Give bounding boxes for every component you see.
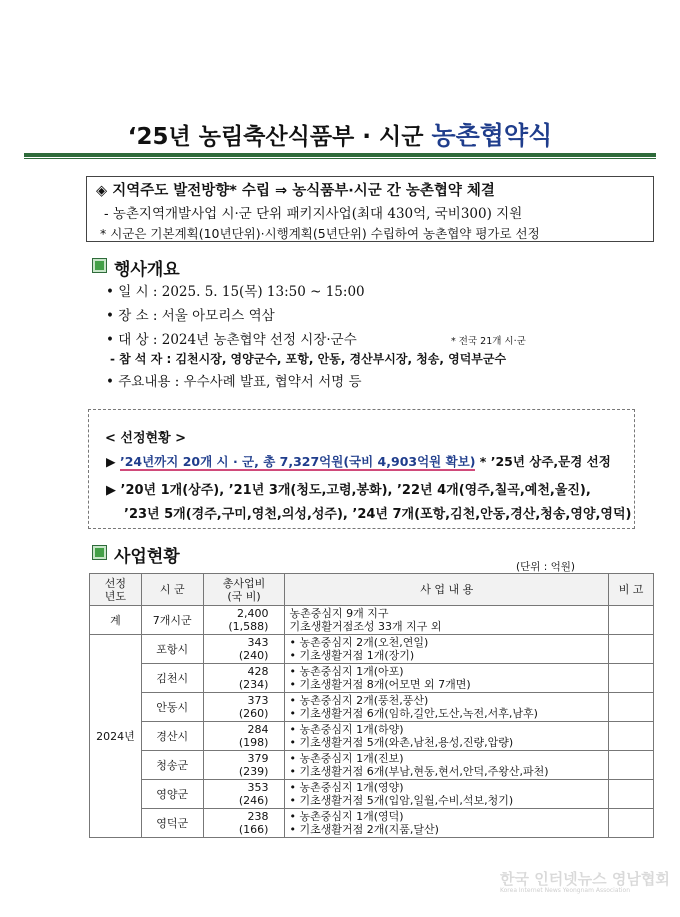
- section-square-icon: [92, 258, 107, 273]
- content-cell: • 농촌중심지 2개(오천,연일) • 기초생활거점 1개(장기): [285, 635, 609, 664]
- page-title: [0, 116, 680, 152]
- content-cell: • 농촌중심지 2개(풍천,풍산) • 기초생활거점 6개(임하,길안,도산,녹전,서후,남후): [285, 693, 609, 722]
- remark-cell: [609, 751, 654, 780]
- table-row: [90, 751, 654, 780]
- overview-target-note: * 전국 21개 시·군: [451, 336, 526, 347]
- header-content: 사 업 내 용: [285, 574, 609, 606]
- table-header-row: [90, 574, 654, 606]
- content-cell: • 농촌중심지 1개(영양) • 기초생활거점 5개(입암,일월,수비,석보,청기): [285, 780, 609, 809]
- intro-line-3: * 시군은 기본계획(10년단위)·시행계획(5년단위) 수립하여 농촌협약 평가로 선정: [100, 226, 540, 241]
- selection-heading: < 선정현황 >: [105, 431, 187, 446]
- cost-cell: 284 (198): [203, 722, 285, 751]
- city-cell: 영덕군: [141, 809, 203, 838]
- city-cell: 안동시: [141, 693, 203, 722]
- total-city: 7개시군: [141, 606, 203, 635]
- section-title-overview: 행사개요: [114, 260, 180, 280]
- total-label: 계: [90, 606, 142, 635]
- section-title-business: 사업현황: [114, 547, 180, 567]
- content-cell: • 농촌중심지 1개(영덕) • 기초생활거점 2개(지품,달산): [285, 809, 609, 838]
- title-prefix: ‘25년 농림축산식품부 · 시군: [127, 124, 432, 150]
- table-row: [90, 780, 654, 809]
- cost-cell: 428 (234): [203, 664, 285, 693]
- table-row-total: [90, 606, 654, 635]
- header-city: 시 군: [141, 574, 203, 606]
- remark-cell: [609, 664, 654, 693]
- selection-line-1-highlight: ’24년까지 20개 시 · 군, 총 7,327억원(국비 4,903억원 확보): [119, 454, 476, 469]
- cost-cell: 373 (260): [203, 693, 285, 722]
- content-cell: • 농촌중심지 1개(진보) • 기초생활거점 6개(부남,현동,현서,안덕,주왕산,파천): [285, 751, 609, 780]
- table-row: [90, 635, 654, 664]
- title-rule-thick: [24, 153, 656, 157]
- unit-label: (단위 : 억원): [516, 561, 575, 573]
- remark-cell: [609, 635, 654, 664]
- section-square-icon: [92, 545, 107, 560]
- header-remark: 비 고: [609, 574, 654, 606]
- year-cell: 2024년: [90, 635, 142, 838]
- table-row: [90, 693, 654, 722]
- overview-main: • 주요내용 : 우수사례 발표, 협약서 서명 등: [106, 374, 362, 390]
- selection-line-2: ▶ ’20년 1개(상주), ’21년 3개(청도,고령,봉화), ’22년 4개(영주,칠곡,예천,울진),: [106, 483, 591, 498]
- content-cell: • 농촌중심지 1개(아포) • 기초생활거점 8개(어모면 외 7개면): [285, 664, 609, 693]
- intro-line-2: - 농촌지역개발사업 시·군 단위 패키지사업(최대 430억, 국비300) 지원: [104, 206, 523, 222]
- city-cell: 김천시: [141, 664, 203, 693]
- city-cell: 경산시: [141, 722, 203, 751]
- selection-line-1-note: * ’25년 상주,문경 선정: [475, 454, 611, 469]
- remark-cell: [609, 693, 654, 722]
- intro-line-1: ◈ 지역주도 발전방향* 수립 ⇒ 농식품부·시군 간 농촌협약 체결: [96, 183, 495, 199]
- triangle-bullet-icon: ▶: [106, 454, 120, 469]
- header-cost: 총사업비 (국 비): [203, 574, 285, 606]
- remark-cell: [609, 722, 654, 751]
- total-remark: [609, 606, 654, 635]
- overview-date: • 일 시 : 2025. 5. 15(목) 13:50 ~ 15:00: [106, 284, 365, 300]
- table-row: [90, 809, 654, 838]
- table-row: [90, 722, 654, 751]
- title-highlight: 농촌협약식: [431, 121, 553, 150]
- total-cost: 2,400 (1,588): [203, 606, 285, 635]
- cost-cell: 353 (246): [203, 780, 285, 809]
- content-cell: • 농촌중심지 1개(하양) • 기초생활거점 5개(와촌,남천,용성,진량,압량): [285, 722, 609, 751]
- selection-line-1: [106, 452, 611, 470]
- remark-cell: [609, 809, 654, 838]
- business-table: [89, 573, 654, 838]
- city-cell: 영양군: [141, 780, 203, 809]
- cost-cell: 238 (166): [203, 809, 285, 838]
- city-cell: 포항시: [141, 635, 203, 664]
- cost-cell: 379 (239): [203, 751, 285, 780]
- watermark-text: 한국 인터넷뉴스 영남협회: [500, 870, 670, 888]
- cost-cell: 343 (240): [203, 635, 285, 664]
- table-row: [90, 664, 654, 693]
- selection-line-3: ’23년 5개(경주,구미,영천,의성,성주), ’24년 7개(포항,김천,안동,경산,청송,영양,영덕): [124, 507, 632, 522]
- city-cell: 청송군: [141, 751, 203, 780]
- watermark-subtext: Korea Internet News Yeongnam Association: [500, 887, 631, 894]
- remark-cell: [609, 780, 654, 809]
- overview-attendees: - 참 석 자 : 김천시장, 영양군수, 포항, 안동, 경산부시장, 청송, 영덕부군수: [110, 352, 507, 366]
- total-content: 농촌중심지 9개 지구 기초생활거점조성 33개 지구 외: [285, 606, 609, 635]
- header-year: 선정 년도: [90, 574, 142, 606]
- overview-place: • 장 소 : 서울 아모리스 역삼: [106, 308, 275, 324]
- overview-target: • 대 상 : 2024년 농촌협약 선정 시장·군수: [106, 332, 357, 348]
- title-rule-thin: [24, 158, 656, 159]
